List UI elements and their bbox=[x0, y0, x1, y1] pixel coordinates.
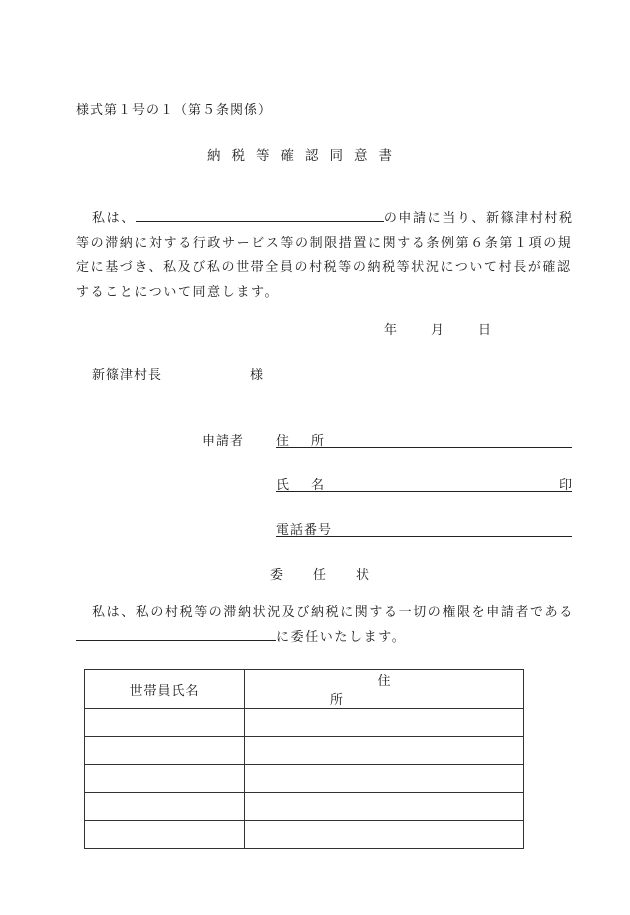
table-row bbox=[85, 709, 524, 737]
phone-label: 電話番号 bbox=[276, 523, 333, 538]
poa-line1: 私は、私の村税等の滞納状況及び納税に関する一切の権限を申請者で bbox=[92, 605, 545, 620]
addressee bbox=[92, 364, 264, 383]
power-of-attorney-title: 委任状 bbox=[270, 568, 400, 583]
date-year: 年 bbox=[384, 323, 398, 338]
household-members-table bbox=[84, 669, 524, 849]
name-label: 氏名 bbox=[276, 478, 347, 493]
applicant-label: 申請者 bbox=[202, 434, 245, 449]
applicant-phone-field[interactable] bbox=[276, 519, 572, 537]
member-name-cell[interactable] bbox=[85, 737, 245, 765]
member-name-cell[interactable] bbox=[85, 765, 245, 793]
member-address-cell[interactable] bbox=[245, 793, 524, 821]
address-label: 住所 bbox=[276, 434, 347, 449]
member-address-cell[interactable] bbox=[245, 821, 524, 849]
consent-paragraph bbox=[76, 207, 576, 305]
member-address-cell[interactable] bbox=[245, 737, 524, 765]
column-header-address: 住所 bbox=[245, 670, 524, 709]
date-line[interactable] bbox=[384, 319, 525, 338]
poa-line2-suffix: に委任いたします。 bbox=[276, 629, 407, 645]
consent-body: 税等の滞納に対する行政サービス等の制限措置に関する条例第６条第１項の規定に基づき、私及び私の世帯全員の村税等の納税等状況について村長が確認することについて同意します。 bbox=[76, 211, 574, 300]
addressee-mayor: 新篠津村長 bbox=[92, 368, 163, 383]
form-number: 様式第１号の１（第５条関係） bbox=[76, 103, 273, 118]
member-name-cell[interactable] bbox=[85, 793, 245, 821]
table-row bbox=[85, 737, 524, 765]
member-address-cell[interactable] bbox=[245, 765, 524, 793]
member-address-cell[interactable] bbox=[245, 709, 524, 737]
poa-line2-prefix: ある bbox=[544, 605, 574, 620]
member-name-cell[interactable] bbox=[85, 709, 245, 737]
date-day: 日 bbox=[478, 323, 492, 338]
column-header-name: 世帯員氏名 bbox=[85, 670, 245, 709]
member-name-cell[interactable] bbox=[85, 821, 245, 849]
consent-line1-suffix: の申請に当り、新篠津村村 bbox=[383, 211, 560, 226]
date-month: 月 bbox=[431, 323, 445, 338]
seal-mark: 印 bbox=[558, 478, 572, 493]
consent-prefix: 私は、 bbox=[92, 211, 136, 226]
document-title: 納税等確認同意書 bbox=[207, 148, 403, 164]
applicant-address-field[interactable] bbox=[276, 430, 572, 448]
table-row bbox=[85, 765, 524, 793]
power-of-attorney-paragraph bbox=[76, 601, 576, 650]
table-row bbox=[85, 821, 524, 849]
applicant-name-field[interactable] bbox=[276, 474, 572, 492]
application-name-blank[interactable] bbox=[136, 208, 384, 222]
applicant-name-blank[interactable] bbox=[76, 627, 276, 641]
table-row bbox=[85, 793, 524, 821]
addressee-honorific: 様 bbox=[250, 368, 265, 383]
table-header-row bbox=[85, 670, 524, 709]
